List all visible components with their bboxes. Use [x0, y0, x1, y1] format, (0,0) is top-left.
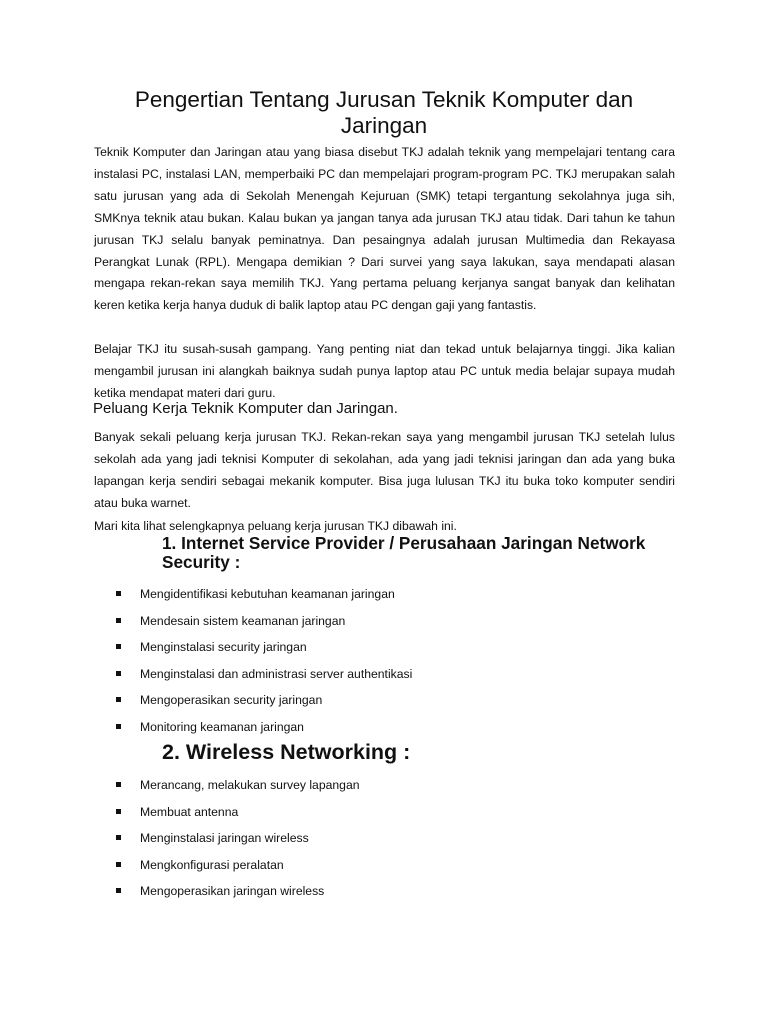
list-item-text: Mengoperasikan security jaringan [140, 693, 323, 707]
network-security-list [115, 587, 412, 746]
list-item-text: Menginstalasi jaringan wireless [140, 831, 309, 845]
bullet-square-icon [116, 644, 121, 649]
list-item-text: Merancang, melakukan survey lapangan [140, 778, 360, 792]
bullet-square-icon [116, 888, 121, 893]
list-item [115, 614, 412, 641]
bullet-square-icon [116, 782, 121, 787]
list-item [115, 587, 412, 614]
bullet-square-icon [116, 618, 121, 623]
list-item-text: Mengidentifikasi kebutuhan keamanan jaringan [140, 587, 395, 601]
page-title: Pengertian Tentang Jurusan Teknik Komputer dan Jaringan [134, 87, 634, 138]
section-subheading: Peluang Kerja Teknik Komputer dan Jaringan. [93, 400, 398, 417]
list-item-text: Membuat antenna [140, 804, 239, 819]
list-item-text: Monitoring keamanan jaringan [140, 719, 304, 734]
section-heading-network-security: 1. Internet Service Provider / Perusahaan Jaringan Network Security : [162, 533, 646, 572]
intro-paragraph: Teknik Komputer dan Jaringan atau yang biasa disebut TKJ adalah teknik yang mempelajari tentang cara instalasi PC, instalasi LAN, memperbaiki PC dan mempelajari program-program PC. TKJ merupakan salah satu jurusan yang ada di Sekolah Menengah Kejuruan (SMK) tetapi tergantung sekolahnya juga sih, SMKnya teknik atau bukan. Kalau bukan ya jangan tanya ada jurusan TKJ atau tidak. Dari tahun ke tahun jurusan TKJ selalu banyak peminatnya. Dan pesaingnya adalah jurusan Multimedia dan Rekayasa Perangkat Lunak (RPL). Mengapa demikian ? Dari survei yang saya lakukan, saya mendapati alasan mengapa rekan-rekan saya memilih TKJ. Yang pertama peluang kerjanya sangat banyak dan kelihatan keren ketika kerja hanya duduk di balik laptop atau PC dengan gaji yang fantastis. [94, 145, 675, 313]
bullet-square-icon [116, 835, 121, 840]
list-item [115, 884, 360, 911]
list-item [115, 640, 412, 667]
list-item [115, 858, 360, 885]
list-item [115, 778, 360, 805]
bullet-square-icon [116, 862, 121, 867]
list-item-text: Menginstalasi dan administrasi server authentikasi [140, 666, 413, 681]
section-heading-wireless: 2. Wireless Networking : [162, 740, 411, 764]
list-item [115, 667, 412, 694]
bullet-square-icon [116, 671, 121, 676]
study-paragraph: Belajar TKJ itu susah-susah gampang. Yang penting niat dan tekad untuk belajarnya tinggi. Jika kalian mengambil jurusan ini alangkah baiknya sudah punya laptop atau PC untuk media belajar supaya mudah ketika mendapat materi dari guru. [94, 342, 675, 400]
career-paragraph: Banyak sekali peluang kerja jurusan TKJ. Rekan-rekan saya yang mengambil jurusan TKJ setelah lulus sekolah ada yang jadi teknisi Komputer di sekolahan, ada yang jadi teknisi jaringan dan ada yang buka lapangan kerja sendiri sebagai mekanik komputer. Bisa juga lulusan TKJ itu buka toko komputer sendiri atau buka warnet. [94, 430, 675, 510]
list-item [115, 693, 412, 720]
bullet-square-icon [116, 591, 121, 596]
list-item-text: Mendesain sistem keamanan jaringan [140, 613, 346, 628]
list-item [115, 831, 360, 858]
lead-in-paragraph: Mari kita lihat selengkapnya peluang kerja jurusan TKJ dibawah ini. [94, 519, 457, 533]
bullet-square-icon [116, 809, 121, 814]
wireless-list [115, 778, 360, 911]
list-item-text: Mengoperasikan jaringan wireless [140, 884, 325, 898]
list-item-text: Menginstalasi security jaringan [140, 640, 307, 654]
bullet-square-icon [116, 724, 121, 729]
bullet-square-icon [116, 697, 121, 702]
list-item-text: Mengkonfigurasi peralatan [140, 857, 284, 872]
list-item [115, 805, 360, 832]
